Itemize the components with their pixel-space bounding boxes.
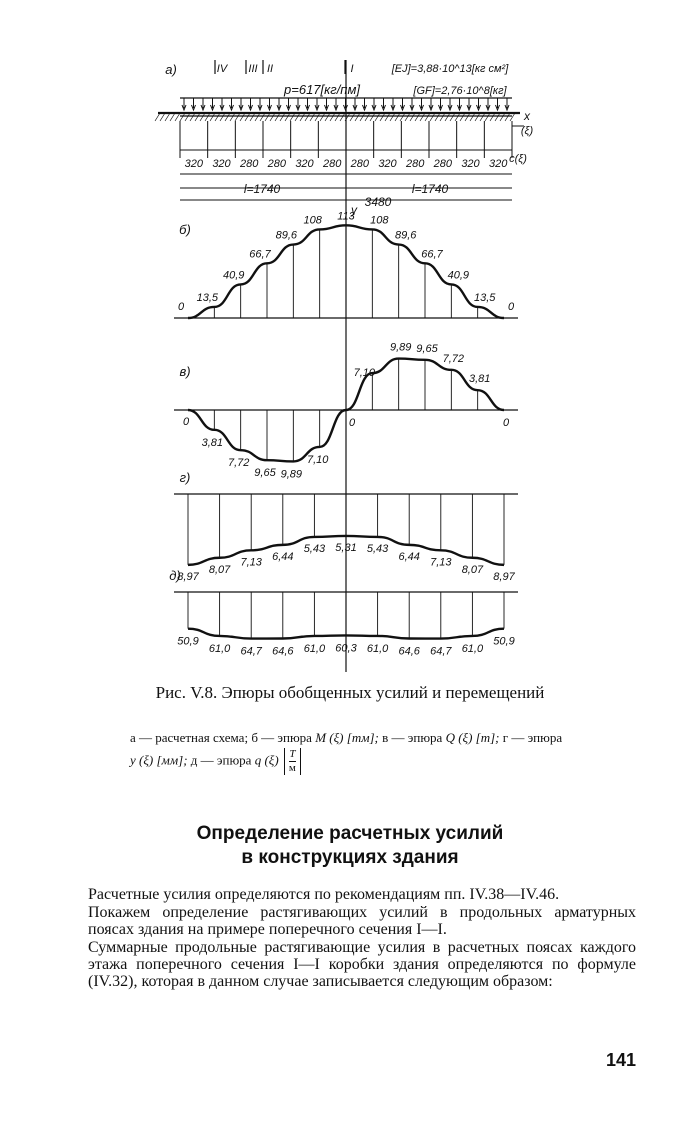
shear-label: 9,65 xyxy=(416,342,438,355)
section-title-line1: Определение расчетных усилий xyxy=(196,823,504,844)
hatch xyxy=(405,113,410,121)
hatch xyxy=(485,113,490,121)
segment-label: 280 xyxy=(239,158,259,170)
hatch xyxy=(310,113,315,121)
hatch xyxy=(250,113,255,121)
load-label: 64,7 xyxy=(240,645,262,658)
segment-label: 280 xyxy=(350,158,370,170)
deflection-label: 5,43 xyxy=(366,542,389,555)
hatch xyxy=(275,113,280,121)
deflection-label: 7,13 xyxy=(430,556,452,569)
half-length-left: l=1740 xyxy=(243,182,281,196)
hatch xyxy=(180,113,185,121)
hatch xyxy=(270,113,275,121)
load-label: 61,0 xyxy=(303,642,326,655)
shear-label: 3,81 xyxy=(468,373,491,386)
hatch xyxy=(325,113,330,121)
frac-numerator: Т xyxy=(289,748,296,760)
ej-label: [EJ]=3,88·10^13[кг см²] xyxy=(391,63,509,75)
deflection-label: 8,07 xyxy=(208,563,231,576)
segment-label: 280 xyxy=(322,158,342,170)
load-label: 60,3 xyxy=(335,642,357,655)
hatch xyxy=(155,113,160,121)
hatch xyxy=(330,113,335,121)
segment-label: 320 xyxy=(184,158,204,170)
hatch xyxy=(260,113,265,121)
moment-label: 0 xyxy=(177,301,185,313)
figure-caption xyxy=(130,683,570,703)
c-label: c(ξ) xyxy=(509,153,527,165)
hatch xyxy=(445,113,450,121)
hatch xyxy=(245,113,250,121)
calculation-scheme xyxy=(155,60,533,672)
load-label: 61,0 xyxy=(366,642,389,655)
hatch xyxy=(335,113,340,121)
hatch xyxy=(160,113,165,121)
deflection-label: 5,31 xyxy=(335,541,357,554)
hatch xyxy=(395,113,400,121)
hatch xyxy=(175,113,180,121)
moment-label: 108 xyxy=(303,214,322,227)
figure-legend xyxy=(130,728,570,775)
section-mark-label: IV xyxy=(216,63,228,75)
hatch xyxy=(365,113,370,121)
legend-g-var: y (ξ) [мм]; xyxy=(130,752,188,768)
shear-label: 9,89 xyxy=(280,468,303,481)
hatch xyxy=(475,113,480,121)
section-mark-label: II xyxy=(266,63,274,75)
hatch xyxy=(415,113,420,121)
legend-d-var: q (ξ) xyxy=(254,752,279,768)
moment-diagram xyxy=(174,210,518,318)
section-title xyxy=(0,822,700,870)
load-label: 64,6 xyxy=(398,645,420,658)
hatch xyxy=(380,113,385,121)
moment-label: 0 xyxy=(507,301,515,313)
unit-fraction xyxy=(284,748,301,775)
hatch xyxy=(385,113,390,121)
moment-label: 40,9 xyxy=(222,269,245,282)
page-number: 141 xyxy=(606,1050,637,1070)
hatch xyxy=(215,113,220,121)
frac-denominator: м xyxy=(288,762,296,774)
load-label: 50,9 xyxy=(177,635,199,648)
hatch xyxy=(465,113,470,121)
hatch xyxy=(435,113,440,121)
hatch xyxy=(210,113,215,121)
panel-letter: а) xyxy=(165,62,177,77)
hatch xyxy=(490,113,495,121)
hatch xyxy=(290,113,295,121)
hatch xyxy=(425,113,430,121)
legend-d: д — эпюра xyxy=(190,752,252,768)
caption-title: Рис. V.8. Эпюры обобщенных усилий и перемещений xyxy=(155,683,545,702)
shear-label: 7,10 xyxy=(306,453,329,466)
half-length-right: l=1740 xyxy=(411,182,449,196)
hatch xyxy=(225,113,230,121)
hatch xyxy=(390,113,395,121)
legend-b-var: M (ξ) [тм]; xyxy=(315,730,379,745)
hatch xyxy=(165,113,170,121)
hatch xyxy=(400,113,405,121)
deflection-label: 5,43 xyxy=(303,542,326,555)
hatch xyxy=(370,113,375,121)
segment-label: 320 xyxy=(461,158,480,170)
hatch xyxy=(350,113,355,121)
hatch xyxy=(230,113,235,121)
load-diagram xyxy=(174,592,518,658)
shear-label: 7,72 xyxy=(442,352,465,365)
moment-label: 89,6 xyxy=(394,229,417,242)
load-label: 61,0 xyxy=(461,642,484,655)
hatch xyxy=(455,113,460,121)
hatch xyxy=(410,113,415,121)
hatch xyxy=(195,113,200,121)
hatch xyxy=(235,113,240,121)
xi-axis-label: (ξ) xyxy=(520,125,534,137)
legend-a: а — расчетная схема; xyxy=(130,730,249,745)
moment-label: 89,6 xyxy=(275,229,298,242)
moment-label: 13,5 xyxy=(473,291,496,304)
segment-label: 320 xyxy=(488,158,508,170)
deflection-label: 7,13 xyxy=(240,556,262,569)
hatch xyxy=(480,113,485,121)
hatch xyxy=(190,113,195,121)
hatch xyxy=(495,113,500,121)
hatch xyxy=(510,113,515,121)
hatch xyxy=(170,113,175,121)
shear-label: 3,81 xyxy=(201,436,224,449)
hatch xyxy=(375,113,380,121)
paragraph: Расчетные усилия определяются по рекомендациям пп. IV.38—IV.46. xyxy=(88,886,560,903)
segment-label: 280 xyxy=(433,158,453,170)
load-label: p=617[кг/пм] xyxy=(284,82,360,97)
shear-zero-right: 0 xyxy=(502,417,510,429)
segment-label: 320 xyxy=(295,158,314,170)
shear-label: 9,65 xyxy=(254,467,276,480)
x-axis-label: x xyxy=(524,109,530,123)
section-mark-label: I xyxy=(350,63,354,75)
shear-zero-mid: 0 xyxy=(349,417,356,429)
hatch xyxy=(315,113,320,121)
hatch xyxy=(300,113,305,121)
legend-v: в — эпюра xyxy=(382,730,443,745)
moment-label: 113 xyxy=(337,210,355,223)
total-length: 3480 xyxy=(364,195,392,209)
legend-b: б — эпюра xyxy=(251,730,312,745)
deflection-label: 6,44 xyxy=(272,550,294,563)
hatch xyxy=(420,113,425,121)
deflection-label: 8,97 xyxy=(493,570,515,583)
segment-label: 320 xyxy=(378,158,397,170)
hatch xyxy=(280,113,285,121)
paragraph: Покажем определение растягивающих усилий в продольных арматурных поясах здания на примере поперечного сечения I—I. xyxy=(88,904,636,938)
moment-label: 66,7 xyxy=(421,248,443,261)
legend-g: г — эпюра xyxy=(502,730,563,745)
segment-label: 280 xyxy=(267,158,287,170)
hatch xyxy=(440,113,445,121)
hatch xyxy=(505,113,510,121)
load-label: 61,0 xyxy=(208,642,231,655)
hatch xyxy=(205,113,210,121)
hatch xyxy=(355,113,360,121)
hatch xyxy=(240,113,245,121)
panel-letter: в) xyxy=(179,364,191,379)
hatch xyxy=(360,113,365,121)
load-label: 64,6 xyxy=(272,645,294,658)
shear-label: 0 xyxy=(182,416,190,428)
section-title-line2: в конструкциях здания xyxy=(241,847,459,868)
segment-label: 320 xyxy=(212,158,231,170)
segment-label: 280 xyxy=(405,158,425,170)
panel-letter: д) xyxy=(169,568,181,583)
hatch xyxy=(460,113,465,121)
shear-label: 7,10 xyxy=(353,367,376,379)
hatch xyxy=(220,113,225,121)
paragraph: Суммарные продольные растягивающие усилия в расчетных поясах каждого этажа поперечного сечения I—I коробки здания определяются по формуле (IV.32), которая в данном случае записывается следующим образом: xyxy=(88,939,636,990)
deflection-label: 8,97 xyxy=(177,570,199,583)
hatch xyxy=(340,113,345,121)
legend-v-var: Q (ξ) [т]; xyxy=(445,730,500,745)
hatch xyxy=(500,113,505,121)
panel-letter: б) xyxy=(179,222,191,237)
hatch xyxy=(305,113,310,121)
moment-label: 66,7 xyxy=(249,248,271,261)
gf-label: [GF]=2,76·10^8[кг] xyxy=(413,85,507,97)
hatch xyxy=(255,113,260,121)
section-mark-label: III xyxy=(248,63,258,75)
load-label: 50,9 xyxy=(493,635,515,648)
body-text xyxy=(88,886,636,990)
hatch xyxy=(470,113,475,121)
moment-label: 13,5 xyxy=(196,291,219,304)
hatch xyxy=(185,113,190,121)
shear-label: 9,89 xyxy=(389,341,412,354)
moment-label: 108 xyxy=(370,214,389,227)
hatch xyxy=(430,113,435,121)
hatch xyxy=(285,113,290,121)
deflection-label: 6,44 xyxy=(398,550,420,563)
moment-label: 40,9 xyxy=(447,269,470,282)
y-axis-label: y xyxy=(351,203,357,217)
hatch xyxy=(320,113,325,121)
hatch xyxy=(200,113,205,121)
deflection-label: 8,07 xyxy=(461,563,484,576)
shear-label: 7,72 xyxy=(227,457,250,470)
panel-letter: г) xyxy=(179,470,191,485)
hatch xyxy=(450,113,455,121)
load-label: 64,7 xyxy=(430,645,452,658)
hatch xyxy=(295,113,300,121)
hatch xyxy=(265,113,270,121)
